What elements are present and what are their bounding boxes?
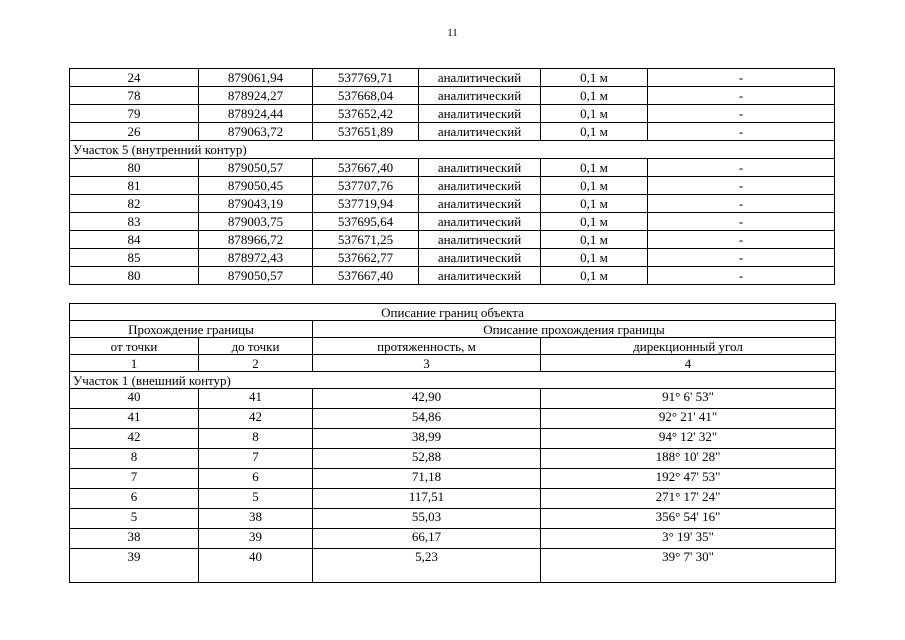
length-cell: 54,86: [313, 409, 541, 429]
length-cell: 71,18: [313, 469, 541, 489]
from-point-cell: 8: [70, 449, 199, 469]
y-coordinate-cell: 537769,71: [313, 69, 419, 87]
x-coordinate-cell: 878966,72: [199, 231, 313, 249]
to-point-cell: 8: [199, 429, 313, 449]
from-point-cell: 7: [70, 469, 199, 489]
note-cell: -: [648, 69, 835, 87]
point-cell: 78: [70, 87, 199, 105]
method-cell: аналитический: [419, 231, 541, 249]
method-cell: аналитический: [419, 267, 541, 285]
x-coordinate-cell: 879050,45: [199, 177, 313, 195]
method-cell: аналитический: [419, 195, 541, 213]
length-cell: 42,90: [313, 389, 541, 409]
from-point-cell: 6: [70, 489, 199, 509]
table-row: [70, 449, 836, 469]
note-cell: -: [648, 249, 835, 267]
angle-cell: 39° 7' 30": [541, 549, 836, 583]
from-point-cell: 40: [70, 389, 199, 409]
y-coordinate-cell: 537667,40: [313, 159, 419, 177]
method-cell: аналитический: [419, 87, 541, 105]
from-point-cell: 38: [70, 529, 199, 549]
accuracy-cell: 0,1 м: [541, 267, 648, 285]
from-point-cell: 39: [70, 549, 199, 583]
table-row: [70, 87, 835, 105]
to-point-cell: 39: [199, 529, 313, 549]
table-row: [70, 529, 836, 549]
angle-cell: 356° 54' 16": [541, 509, 836, 529]
angle-cell: 92° 21' 41": [541, 409, 836, 429]
to-point-cell: 38: [199, 509, 313, 529]
method-cell: аналитический: [419, 69, 541, 87]
accuracy-cell: 0,1 м: [541, 177, 648, 195]
table-row: [70, 389, 836, 409]
accuracy-cell: 0,1 м: [541, 249, 648, 267]
angle-cell: 91° 6' 53": [541, 389, 836, 409]
table-row: [70, 489, 836, 509]
point-cell: 82: [70, 195, 199, 213]
section-title: Участок 1 (внешний контур): [70, 372, 836, 389]
point-cell: 24: [70, 69, 199, 87]
page-number: 11: [447, 27, 458, 39]
x-coordinate-cell: 878924,27: [199, 87, 313, 105]
section-title: Участок 5 (внутренний контур): [70, 141, 835, 159]
note-cell: -: [648, 177, 835, 195]
borders-table-title: Описание границ объекта: [70, 304, 836, 321]
table-row: [70, 123, 835, 141]
col-number: 2: [199, 355, 313, 372]
point-cell: 80: [70, 267, 199, 285]
length-cell: 38,99: [313, 429, 541, 449]
length-cell: 66,17: [313, 529, 541, 549]
accuracy-cell: 0,1 м: [541, 231, 648, 249]
table-row: [70, 69, 835, 87]
col-header-angle: дирекционный угол: [541, 338, 836, 355]
point-cell: 79: [70, 105, 199, 123]
x-coordinate-cell: 879063,72: [199, 123, 313, 141]
note-cell: -: [648, 213, 835, 231]
from-point-cell: 41: [70, 409, 199, 429]
y-coordinate-cell: 537671,25: [313, 231, 419, 249]
section-row: [70, 141, 835, 159]
method-cell: аналитический: [419, 249, 541, 267]
point-cell: 85: [70, 249, 199, 267]
to-point-cell: 5: [199, 489, 313, 509]
y-coordinate-cell: 537695,64: [313, 213, 419, 231]
angle-cell: 271° 17' 24": [541, 489, 836, 509]
length-cell: 117,51: [313, 489, 541, 509]
y-coordinate-cell: 537707,76: [313, 177, 419, 195]
note-cell: -: [648, 267, 835, 285]
x-coordinate-cell: 878972,43: [199, 249, 313, 267]
from-point-cell: 42: [70, 429, 199, 449]
col-header-length: протяженность, м: [313, 338, 541, 355]
table-row: [70, 213, 835, 231]
x-coordinate-cell: 878924,44: [199, 105, 313, 123]
angle-cell: 192° 47' 53": [541, 469, 836, 489]
group-header-passage: Прохождение границы: [70, 321, 313, 338]
note-cell: -: [648, 105, 835, 123]
coordinates-table: [69, 68, 835, 285]
length-cell: 5,23: [313, 549, 541, 583]
col-number: 1: [70, 355, 199, 372]
length-cell: 55,03: [313, 509, 541, 529]
table-row: [70, 177, 835, 195]
angle-cell: 3° 19' 35": [541, 529, 836, 549]
to-point-cell: 6: [199, 469, 313, 489]
table-row: [70, 509, 836, 529]
point-cell: 26: [70, 123, 199, 141]
table-row: [70, 249, 835, 267]
y-coordinate-cell: 537668,04: [313, 87, 419, 105]
accuracy-cell: 0,1 м: [541, 69, 648, 87]
table-row: [70, 409, 836, 429]
accuracy-cell: 0,1 м: [541, 87, 648, 105]
table-row: [70, 267, 835, 285]
col-header-to: до точки: [199, 338, 313, 355]
note-cell: -: [648, 195, 835, 213]
table-row: [70, 549, 836, 583]
to-point-cell: 7: [199, 449, 313, 469]
x-coordinate-cell: 879043,19: [199, 195, 313, 213]
table-row: [70, 159, 835, 177]
y-coordinate-cell: 537667,40: [313, 267, 419, 285]
table-row: [70, 105, 835, 123]
y-coordinate-cell: 537662,77: [313, 249, 419, 267]
to-point-cell: 42: [199, 409, 313, 429]
to-point-cell: 40: [199, 549, 313, 583]
method-cell: аналитический: [419, 105, 541, 123]
point-cell: 80: [70, 159, 199, 177]
col-header-from: от точки: [70, 338, 199, 355]
note-cell: -: [648, 159, 835, 177]
x-coordinate-cell: 879050,57: [199, 267, 313, 285]
table-row: [70, 429, 836, 449]
point-cell: 84: [70, 231, 199, 249]
point-cell: 81: [70, 177, 199, 195]
x-coordinate-cell: 879061,94: [199, 69, 313, 87]
y-coordinate-cell: 537652,42: [313, 105, 419, 123]
angle-cell: 188° 10' 28": [541, 449, 836, 469]
x-coordinate-cell: 879050,57: [199, 159, 313, 177]
accuracy-cell: 0,1 м: [541, 105, 648, 123]
x-coordinate-cell: 879003,75: [199, 213, 313, 231]
note-cell: -: [648, 87, 835, 105]
to-point-cell: 41: [199, 389, 313, 409]
table-row: [70, 195, 835, 213]
accuracy-cell: 0,1 м: [541, 213, 648, 231]
note-cell: -: [648, 231, 835, 249]
table-row: [70, 469, 836, 489]
method-cell: аналитический: [419, 159, 541, 177]
method-cell: аналитический: [419, 123, 541, 141]
table-row: [70, 231, 835, 249]
col-number: 4: [541, 355, 836, 372]
y-coordinate-cell: 537651,89: [313, 123, 419, 141]
from-point-cell: 5: [70, 509, 199, 529]
col-number: 3: [313, 355, 541, 372]
method-cell: аналитический: [419, 213, 541, 231]
borders-description-table: [69, 303, 836, 583]
accuracy-cell: 0,1 м: [541, 159, 648, 177]
point-cell: 83: [70, 213, 199, 231]
y-coordinate-cell: 537719,94: [313, 195, 419, 213]
group-header-description: Описание прохождения границы: [313, 321, 836, 338]
accuracy-cell: 0,1 м: [541, 123, 648, 141]
length-cell: 52,88: [313, 449, 541, 469]
accuracy-cell: 0,1 м: [541, 195, 648, 213]
note-cell: -: [648, 123, 835, 141]
method-cell: аналитический: [419, 177, 541, 195]
angle-cell: 94° 12' 32": [541, 429, 836, 449]
